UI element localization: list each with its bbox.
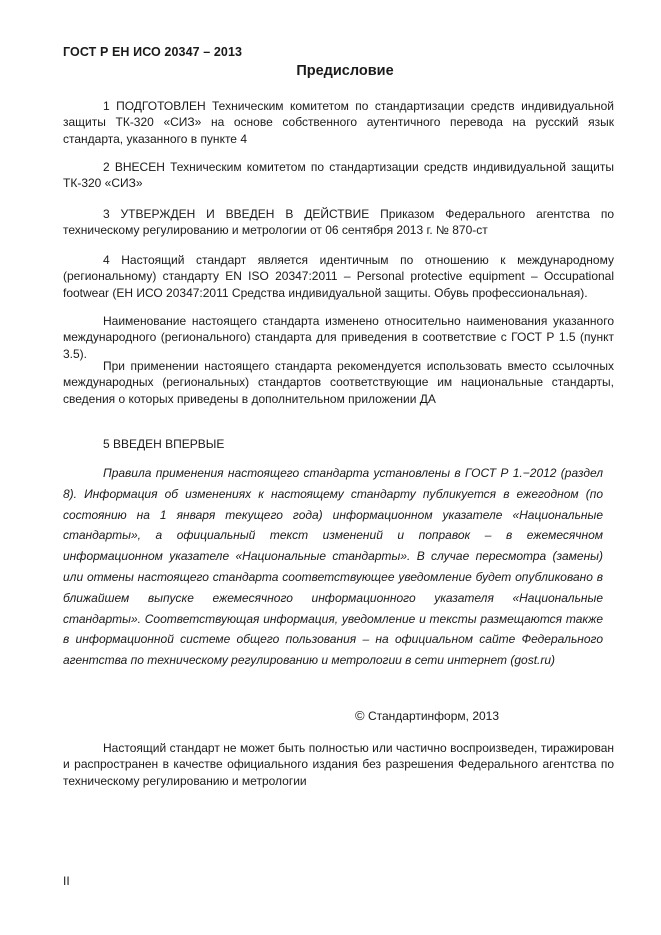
application-notice: Правила применения настоящего стандарта установлены в ГОСТ Р 1.−2012 (раздел 8). Информация об изменениях к настоящему стандарту публикуется в ежегодном (по состоянию на 1 января текущего года) информационном указателе «Национальные стандарты», а официальный текст изменений и поправок – в ежемесячном информационном указателе «Национальные стандарты». В случае пересмотра (замены) или отмены настоящего стандарта соответствующее уведомление будет опубликовано в ближайшем выпуске ежемесячного информационного указателя «Национальные стандарты». Соответствующая информация, уведомление и тексты размещаются также в информационной системе общего пользования – на официальном сайте Федерального агентства по техническому регулированию и метрологии в сети интернет (gost.ru): [63, 466, 603, 668]
item-4-identical: 4 Настоящий стандарт является идентичным по отношению к международному (региональному) стандарту EN ISO 20347:2011 – Personal protective equipment – Occupational footwear (ЕН ИСО 20347:2011 Средства индивидуальной защиты. Обувь профессиональная).: [63, 253, 614, 300]
reproduction-notice: Настоящий стандарт не может быть полностью или частично воспроизведен, тиражирован и распространен в качестве официального издания без разрешения Федерального агентства по техническому регулированию и метрологии: [63, 741, 614, 788]
item-2-submitted: 2 ВНЕСЕН Техническим комитетом по стандартизации средств индивидуальной защиты ТК-320 «СИЗ»: [63, 160, 614, 191]
page-title: Предисловие: [296, 63, 394, 79]
item-3-approved: 3 УТВЕРЖДЕН И ВВЕДЕН В ДЕЙСТВИЕ Приказом Федерального агентства по техническому регулированию и метрологии от 06 сентября 2013 г. № 870-ст: [63, 207, 614, 238]
standard-code: ГОСТ Р ЕН ИСО 20347 – 2013: [63, 45, 243, 59]
page-number: II: [63, 874, 70, 888]
item-5-introduced: 5 ВВЕДЕН ВПЕРВЫЕ: [103, 437, 225, 451]
item-4-name-changed: Наименование настоящего стандарта изменено относительно наименования указанного международного (регионального) стандарта для приведения в соответствие с ГОСТ Р 1.5 (пункт 3.5).: [63, 314, 614, 361]
copyright-line: [355, 708, 499, 723]
item-4-references: При применении настоящего стандарта рекомендуется использовать вместо ссылочных международных (региональных) стандартов соответствующие им национальные стандарты, сведения о которых приведены в дополнительном приложении ДА: [63, 359, 614, 406]
item-1-prepared: 1 ПОДГОТОВЛЕН Техническим комитетом по стандартизации средств индивидуальной защиты ТК-320 «СИЗ» на основе собственного аутентичного перевода на русский язык стандарта, указанного в пункте 4: [63, 99, 614, 146]
copyright-text: Стандартинформ, 2013: [367, 709, 500, 723]
copyright-icon: ©: [355, 708, 365, 723]
